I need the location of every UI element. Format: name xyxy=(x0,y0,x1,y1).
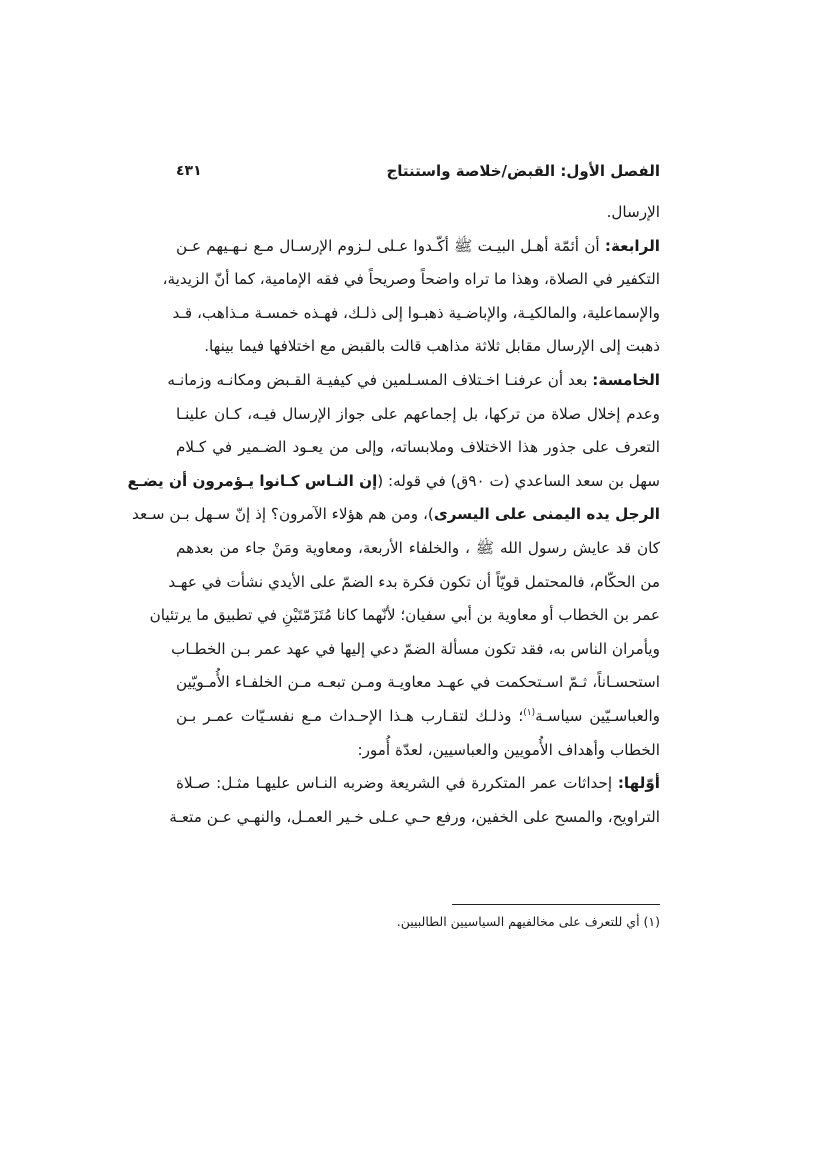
text-line: الرابعة: أن أئمّة أهـل البيـت ﷺ أكّـدوا عـلى لـزوم الإرسـال مـع نـهـيهم عـن xyxy=(176,236,660,255)
running-header xyxy=(176,158,660,184)
quote-bold: الرجل يده اليمنى على اليسرى xyxy=(433,505,660,524)
text-line: التراويح، والمسح على الخفين، ورفع حـي عـلى خـير العمـل، والنهـي عـن متعـة xyxy=(169,807,660,826)
text-line: الرجل يده اليمنى على اليسرى)، ومن هم هؤلاء الآمرون؟ إذ إنّ سـهل بـن سـعد xyxy=(132,505,660,524)
text-line: ذهبت إلى الإرسال مقابل ثلاثة مذاهب قالت بالقبض مع اختلافها فيما بينها. xyxy=(204,337,660,356)
paragraph-lead: الخامسة: xyxy=(592,370,660,389)
text-line: ويأمران الناس به، فقد تكون مسألة الضمّ دعي إليها في عهد عمر بـن الخطـاب xyxy=(171,639,660,658)
text-line: استحسـاناً، ثـمّ اسـتحكمت في عهـد معاويـة ومـن تبعـه مـن الخلفـاء الأُمـويّين xyxy=(176,673,660,692)
text-line: أوّلها: إحداثات عمر المتكررة في الشريعة وضربه النـاس عليهـا مثـل: صـلاة xyxy=(176,774,660,793)
paragraph-lead: أوّلها: xyxy=(617,774,660,793)
footnote-divider xyxy=(452,904,660,905)
footnote-ref[interactable]: (١) xyxy=(523,707,536,718)
chapter-title: الفصل الأول: القبض/خلاصة واستنتاج xyxy=(386,162,660,180)
text-line: وعدم إخلال صلاة من تركها، بل إجماعهم على جواز الإرسال فيـه، كـان علينـا xyxy=(176,404,660,423)
text-line: والعباسـيّين سياسـة$^{(١)}$؛ وذلـك لتقـارب هـذا الإحـداث مـع نفسـيّات عمـر بـن xyxy=(176,706,660,725)
text-line: كان قد عايش رسول الله ﷺ ، والخلفاء الأربعة، ومعاوية ومَنْ جاء من بعدهم xyxy=(176,538,660,557)
text-line: والإسماعلية، والمالكيـة، والإباضـية ذهبـوا إلى ذلـك، فهـذه خمسـة مـذاهب، قـد xyxy=(172,303,660,322)
text-line: سهل بن سعد الساعدي (ت ٩٠ق) في قوله: (إن النـاس كـانوا يـؤمرون أن يضـع xyxy=(127,471,660,490)
body-text xyxy=(127,196,660,834)
text-line: الخطاب وأهداف الأُمويين والعباسيين، لعدّة أُمور: xyxy=(357,740,660,759)
text-line: من الحكّام، فالمحتمل قويّاً أن تكون فكرة بدء الضمّ على الأيدي نشأت في عهـد xyxy=(168,572,660,591)
page-number: ٤٣١ xyxy=(176,163,202,179)
text-line: التعرف على جذور هذا الاختلاف وملابساته، وإلى من يعـود الضـمير في كـلام xyxy=(176,438,660,457)
footnote: (١) أي للتعرف على مخالفيهم السياسيين الطالبيين. xyxy=(396,914,660,929)
text-line: الإرسال. xyxy=(606,203,660,221)
quote-bold: إن النـاس كـانوا يـؤمرون أن يضـع xyxy=(127,471,378,490)
paragraph-lead: الرابعة: xyxy=(604,236,660,255)
text-line: التكفير في الصلاة، وهذا ما تراه واضحاً وصريحاً في فقه الإمامية، كما أنّ الزيدية، xyxy=(162,270,660,289)
text-line: عمر بن الخطاب أو معاوية بن أبي سفيان؛ لأنّهما كانا مُتَزَمّتَيْنِ في تطبيق ما يرتئيان xyxy=(149,606,660,625)
text-line: الخامسة: بعد أن عرفنـا اخـتلاف المسـلمين في كيفيـة القـبض ومكانـه وزمانـه xyxy=(167,370,660,389)
